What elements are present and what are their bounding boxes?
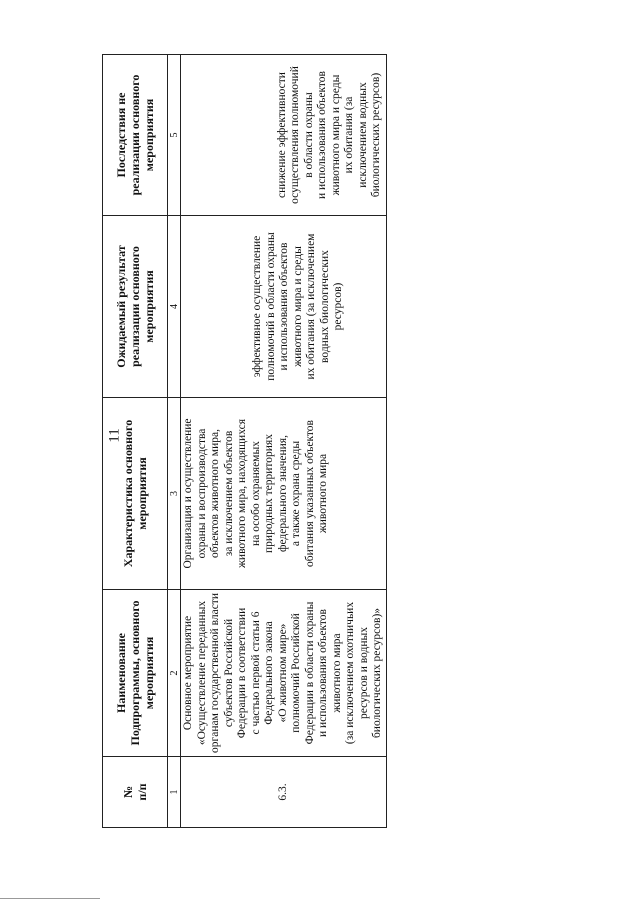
rotated-table-container	[102, 66, 383, 828]
row-number: 6.3.	[181, 757, 387, 828]
page-number: 11	[106, 428, 123, 443]
row-name: Основное мероприятие «Осуществление переданных органам государственной власти субъектов Российской Федерации в соответствии с частью первой статьи 6 Федерального закона «О животном мире» полномочий Российской Федерации в области охраны и использования объектов животного мира (за исключением охотничьих ресурсов и водных биологических ресурсов)»	[181, 590, 387, 757]
column-number-row	[168, 55, 181, 828]
header-characteristic: Характеристика основного мероприятия	[103, 398, 168, 590]
column-number: 1	[168, 757, 181, 828]
row-characteristic: Организация и осуществление охраны и воспроизводства объектов животного мира, за исключением объектов животного мира, находящихся на особо охраняемых природных территориях федерального значения, а также охрана среды обитания указанных объектов животного мира	[181, 398, 387, 590]
column-number: 2	[168, 590, 181, 757]
table-header-row	[103, 55, 168, 828]
activities-table	[102, 54, 387, 828]
row-expected-result: эффективное осуществление полномочий в области охраны и использования объектов животного мира и среды их обитания (за исключением водных биологических ресурсов)	[181, 216, 387, 398]
column-number: 4	[168, 216, 181, 398]
row-consequences: снижение эффективности осуществления полномочий в области охраны и использования объектов животного мира и среды их обитания (за исключением водных биологических ресурсов)	[181, 55, 387, 216]
header-expected-result: Ожидаемый результат реализации основного мероприятия	[103, 216, 168, 398]
table-row	[181, 55, 387, 828]
column-number: 3	[168, 398, 181, 590]
header-number: № п/п	[103, 757, 168, 828]
footer-divider	[0, 898, 100, 899]
header-name: Наименование Подпрограммы, основного мероприятия	[103, 590, 168, 757]
column-number: 5	[168, 55, 181, 216]
header-consequences: Последствия не реализации основного мероприятия	[103, 55, 168, 216]
